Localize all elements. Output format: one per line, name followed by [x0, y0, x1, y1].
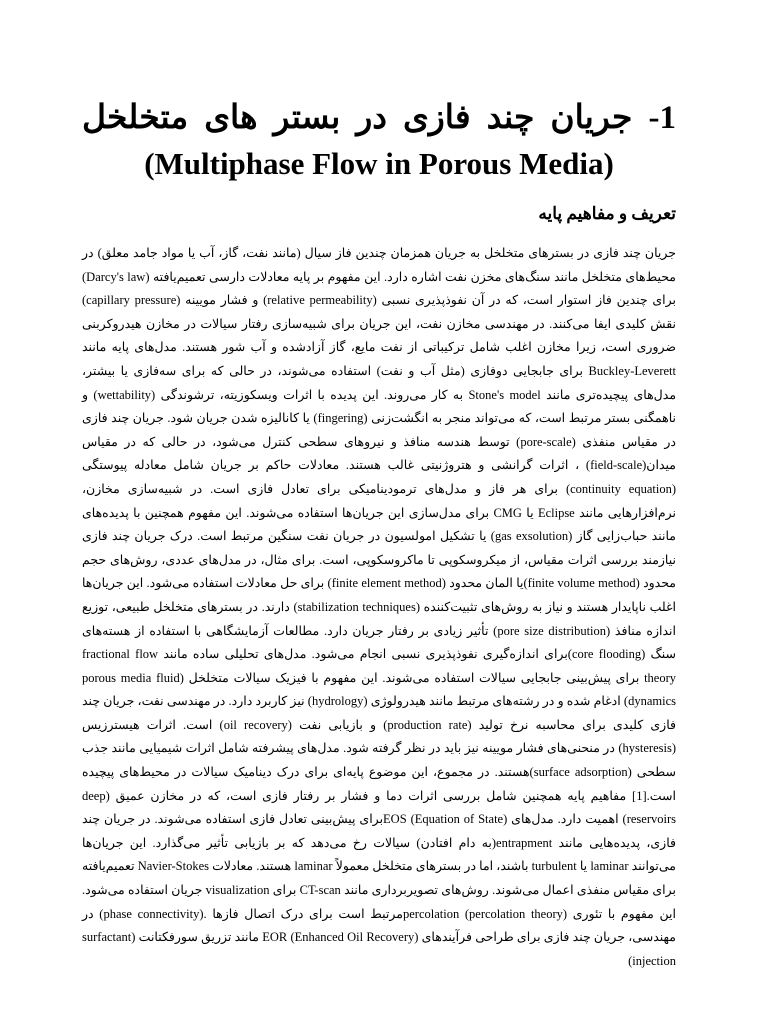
document-page: [82, 94, 676, 973]
section-heading: تعریف و مفاهیم پایه: [538, 204, 676, 223]
body-paragraph: جریان چند فازی در بسترهای متخلخل به جریان همزمان چندین فاز سیال (مانند نفت، گاز، آب یا مواد جامد معلق) در محیط‌های متخلخل مانند سنگ‌های مخزن نفت اشاره دارد. این مفهوم بر پایه معادلات دارسی تعمیم‌یافته (Darcy's law) برای چندین فاز استوار است، که در آن نفوذپذیری نسبی (relative permeability) و فشار مویینه (capillary pressure) نقش کلیدی ایفا می‌کنند. در مهندسی مخازن نفت، این جریان برای شبیه‌سازی رفتار سیالات در مخازن هیدروکربنی ضروری است، زیرا مخازن اغلب شامل ترکیباتی از نفت مایع، گاز آزادشده و آب شور هستند. مدل‌های پایه مانند Buckley-Leverett برای جابجایی دوفازی (مثل آب و نفت) استفاده می‌شوند، در حالی که برای سه‌فازی یا بیشتر، مدل‌های پیچیده‌تری مانند Stone's model به کار می‌روند. این پدیده با اثرات ویسکوزیته، ترشوندگی (wettability) و ناهمگنی بستر مرتبط است، که می‌تواند منجر به انگشت‌زنی (fingering) یا کانالیزه شدن جریان شود. جریان چند فازی در مقیاس منفذی (pore-scale) توسط هندسه منافذ و نیروهای سطحی کنترل می‌شود، در حالی که در مقیاس میدان(field-scale) ، اثرات گرانشی و هتروژنیتی غالب هستند. معادلات حاکم بر جریان شامل معادله پیوستگی (continuity equation) برای هر فاز و مدل‌های ترمودینامیکی برای تعادل فازی است. در شبیه‌سازی مخازن، نرم‌افزارهایی مانند Eclipse یا CMG برای مدل‌سازی این جریان‌ها استفاده می‌شوند. این مفهوم همچنین با پدیده‌های مانند حباب‌زایی گاز (gas exsolution) یا تشکیل امولسیون در جریان نفت سنگین مرتبط است. درک جریان چند فازی نیازمند بررسی اثرات مقیاس، از میکروسکوپی تا ماکروسکوپی، است. برای مثال، در مدل‌های عددی، روش‌های حجم محدود (finite volume method)یا المان محدود (finite element method) برای حل معادلات استفاده می‌شود. این جریان‌ها اغلب ناپایدار هستند و نیاز به روش‌های تثبیت‌کننده (stabilization techniques) دارند. در بسترهای متخلخل طبیعی، توزیع اندازه منافذ (pore size distribution) تأثیر زیادی بر رفتار جریان دارد. مطالعات آزمایشگاهی با استفاده از هسته‌های سنگ (core flooding)برای اندازه‌گیری نفوذپذیری نسبی انجام می‌شود. مدل‌های تحلیلی ساده مانند fractional flow theory برای پیش‌بینی جابجایی سیالات استفاده می‌شوند. این مفهوم با فیزیک سیالات متخلخل (porous media fluid dynamics) ادغام شده و در رشته‌های مرتبط مانند هیدرولوژی (hydrology) نیز کاربرد دارد. در مهندسی نفت، جریان چند فازی کلیدی برای محاسبه نرخ تولید (production rate) و بازیابی نفت (oil recovery) است. اثرات هیسترزیس (hysteresis) در منحنی‌های فشار مویینه نیز باید در نظر گرفته شود. مدل‌های پیشرفته شامل اثرات شیمیایی مانند جذب سطحی (surface adsorption)هستند. در مجموع، این موضوع پایه‌ای برای درک دینامیک سیالات در محیط‌های پیچیده است.[1] مفاهیم پایه همچنین شامل بررسی اثرات دما و فشار بر رفتار فازی است، که در مخازن عمیق (deep reservoirs) اهمیت دارد. مدل‌های EOS (Equation of State)برای پیش‌بینی تعادل فازی استفاده می‌شوند. در جریان چند فازی، پدیده‌هایی مانند entrapment(به دام افتادن) سیالات رخ می‌دهد که بر بازیابی تأثیر می‌گذارد. این جریان‌ها می‌توانند laminar یا turbulent باشند، اما در بسترهای متخلخل معمولاً laminar هستند. معادلات Navier-Stokes تعمیم‌یافته برای مقیاس منفذی اعمال می‌شوند. روش‌های تصویربرداری مانند CT-scan برای visualization جریان استفاده می‌شود. این مفهوم با تئوری percolation (percolation theory)مرتبط است برای درک اتصال فازها .(phase connectivity) در مهندسی، جریان چند فازی برای طراحی فرآیندهای EOR (Enhanced Oil Recovery) مانند تزریق سورفکتانت (surfactant injection): [82, 246, 677, 968]
document-title-english: (Multiphase Flow in Porous Media): [144, 146, 614, 181]
document-title-persian: 1- جریان چند فازی در بستر های متخلخل: [82, 100, 676, 136]
